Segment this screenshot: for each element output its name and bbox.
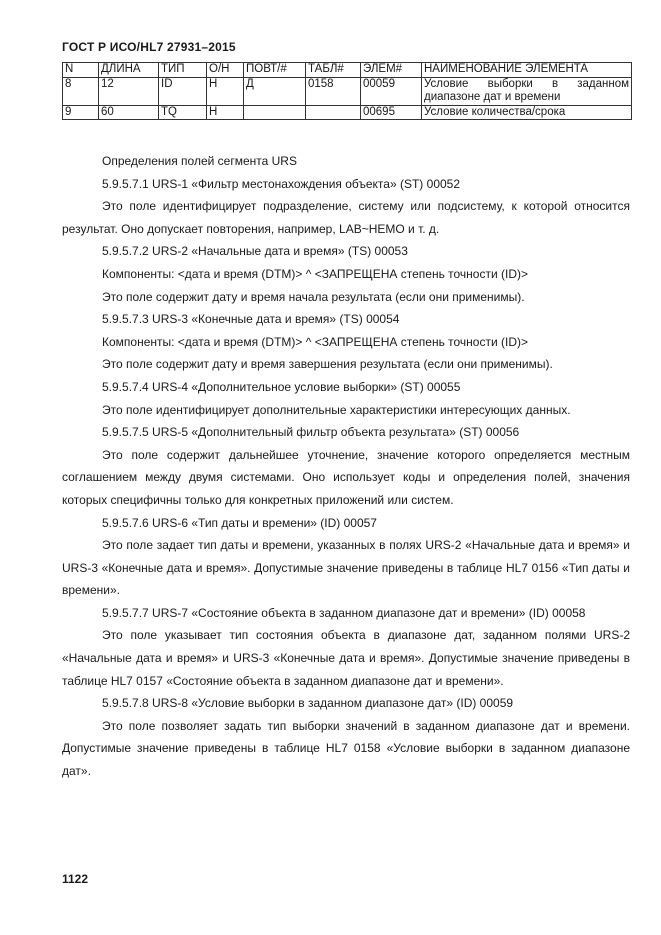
column-header: ДЛИНА — [99, 63, 159, 78]
segment-fields-table — [62, 62, 632, 120]
table-cell: TQ — [159, 105, 207, 120]
table-cell: Условие выборки в заданном диапазоне дат и времени — [422, 77, 632, 105]
section-title: Определения полей сегмента URS — [102, 154, 297, 168]
table-cell: ID — [159, 77, 207, 105]
table-cell: Условие количества/срока — [422, 105, 632, 120]
column-header: N — [63, 63, 99, 78]
table-cell: Н — [207, 105, 244, 120]
table-cell — [244, 105, 306, 120]
table-row — [63, 77, 632, 105]
table-header-row — [63, 63, 632, 78]
table-row — [63, 105, 632, 120]
table-cell: 00695 — [361, 105, 422, 120]
paragraph: Это поле указывает тип состояния объекта в диапазоне дат, заданном полями URS-2 «Начальные дата и время» и URS-3 «Конечные дата и время». Допустимые значение приведены в таблице HL7 0157 «Состояние объекта в заданном диапазоне дат и времени». — [62, 628, 630, 688]
table-cell: Н — [207, 77, 244, 105]
paragraph: Это поле позволяет задать тип выборки значений в заданном диапазоне дат и времени. Допустимые значение приведены в таблице HL7 0158 «Условие выборки в заданном диапазоне дат». — [62, 718, 630, 779]
column-header: О/Н — [207, 63, 244, 78]
document-header: ГОСТ Р ИСО/HL7 27931–2015 — [62, 40, 236, 54]
table-cell: 60 — [99, 105, 159, 120]
paragraph: Это поле идентифицирует подразделение, систему или подсистему, к которой относится результат. Оно допускает повторения, например, LAB~HEMO и т. д. — [62, 199, 630, 236]
components-line: Компоненты: <дата и время (DTM)> ^ <ЗАПРЕЩЕНА степень точности (ID)> — [102, 266, 529, 281]
field-heading: 5.9.5.7.4 URS-4 «Дополнительное условие выборки» (ST) 00055 — [102, 379, 461, 394]
table-cell: 12 — [99, 77, 159, 105]
field-heading: 5.9.5.7.5 URS-5 «Дополнительный фильтр объекта результата» (ST) 00056 — [102, 425, 520, 440]
page-number: 1122 — [62, 872, 89, 886]
paragraph: Это поле содержит дату и время завершения результата (если они применимы). — [102, 357, 553, 372]
paragraph: Это поле содержит дату и время начала результата (если они применимы). — [102, 289, 525, 304]
field-heading: 5.9.5.7.6 URS-6 «Тип даты и времени» (ID) 00057 — [102, 515, 377, 530]
paragraph: Это поле содержит дальнейшее уточнение, значение которого определяется местным соглашением между двумя системами. Оно использует коды и определения полей, значения которых специфичны только для конкретных приложений или систем. — [62, 447, 630, 507]
column-header: ТАБЛ# — [306, 63, 361, 78]
column-header: НАИМЕНОВАНИЕ ЭЛЕМЕНТА — [422, 63, 632, 78]
field-heading: 5.9.5.7.8 URS-8 «Условие выборки в заданном диапазоне дат» (ID) 00059 — [102, 696, 514, 711]
column-header: ТИП — [159, 63, 207, 78]
paragraph: Это поле задает тип даты и времени, указанных в полях URS-2 «Начальные дата и время» и URS-3 «Конечные дата и время». Допустимые значение приведены в таблице HL7 0156 «Тип даты и времени». — [62, 538, 630, 598]
column-header: ЭЛЕМ# — [361, 63, 422, 78]
field-heading: 5.9.5.7.1 URS-1 «Фильтр местонахождения объекта» (ST) 00052 — [102, 176, 461, 191]
table-cell — [306, 105, 361, 120]
body-text — [62, 150, 630, 783]
field-heading: 5.9.5.7.2 URS-2 «Начальные дата и время» (TS) 00053 — [102, 244, 408, 259]
table-cell: 9 — [63, 105, 99, 120]
paragraph: Это поле идентифицирует дополнительные характеристики интересующих данных. — [102, 402, 571, 417]
column-header: ПОВТ/# — [244, 63, 306, 78]
table-cell: 00059 — [361, 77, 422, 105]
field-heading: 5.9.5.7.7 URS-7 «Состояние объекта в заданном диапазоне дат и времени» (ID) 00058 — [102, 605, 586, 620]
field-heading: 5.9.5.7.3 URS-3 «Конечные дата и время» (TS) 00054 — [102, 312, 400, 327]
table-cell: 0158 — [306, 77, 361, 105]
table-cell: Д — [244, 77, 306, 105]
components-line: Компоненты: <дата и время (DTM)> ^ <ЗАПРЕЩЕНА степень точности (ID)> — [102, 334, 529, 349]
table-cell: 8 — [63, 77, 99, 105]
